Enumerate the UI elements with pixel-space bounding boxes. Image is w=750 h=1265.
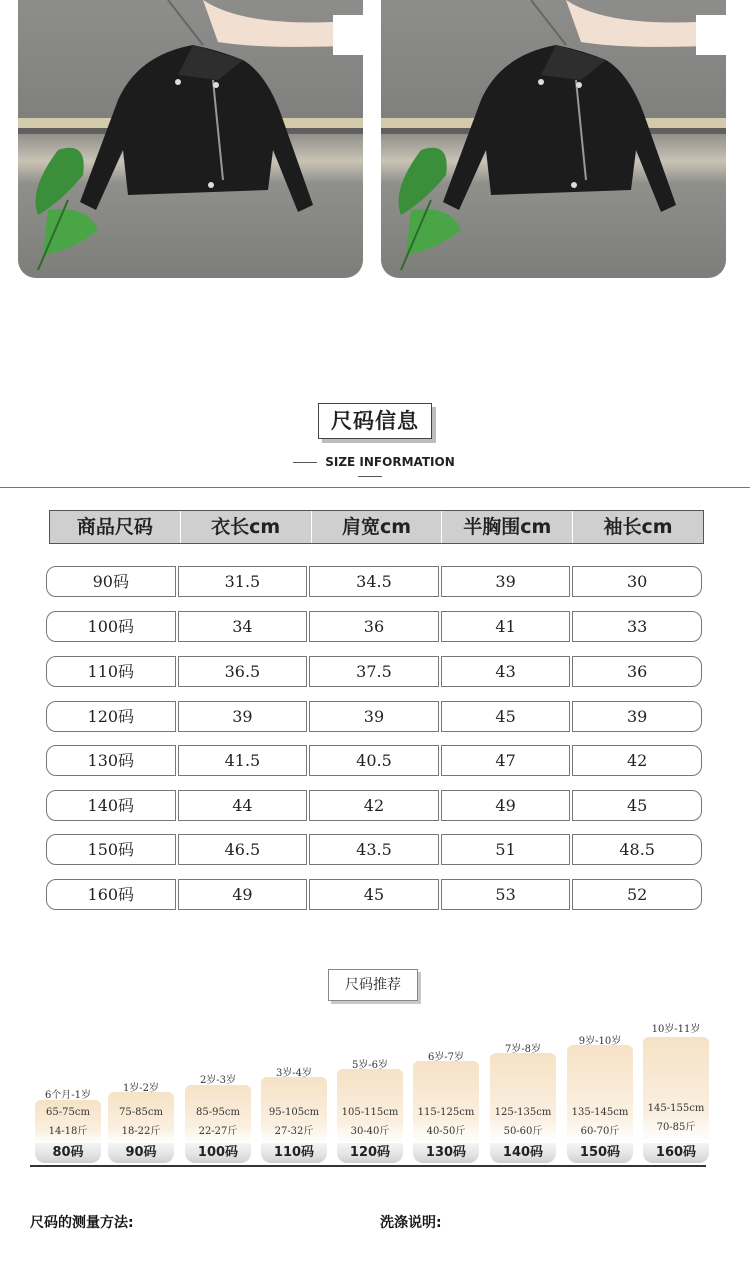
bar-size-code: 90码 [108,1143,174,1163]
measure-method-label: 尺码的测量方法: [30,1215,134,1231]
bar-height-range: 85-95cm [196,1107,240,1118]
bar-weight-range: 30-40斤 [350,1126,390,1137]
product-photo-right [381,0,726,278]
bar-size-code: 150码 [567,1143,633,1163]
bar-age-label: 10岁-11岁 [651,1024,701,1035]
bar-weight-range: 27-32斤 [274,1126,314,1137]
bar-height-range: 115-125cm [417,1107,475,1118]
shoulder-cell: 40.5 [309,745,439,776]
size-recommend-title: 尺码推荐 [328,969,418,1001]
bar-size-code: 130码 [413,1143,479,1163]
recommend-baseline [30,1165,706,1167]
header-length: 衣长cm [180,511,311,543]
sleeve-cell: 42 [572,745,702,776]
table-row [46,611,702,642]
shoulder-cell: 42 [309,790,439,821]
bar-weight-range: 70-85斤 [656,1122,696,1133]
subtitle-right-dash [358,476,382,477]
bar-weight-range: 50-60斤 [503,1126,543,1137]
sleeve-cell: 30 [572,566,702,597]
header-size: 商品尺码 [76,516,153,538]
bar-weight-range: 18-22斤 [121,1126,161,1137]
bar-age-label: 7岁-8岁 [504,1044,542,1055]
table-row [46,879,702,910]
bar-height-range: 65-75cm [46,1107,90,1118]
sleeve-cell: 39 [572,701,702,732]
shoulder-cell: 45 [309,879,439,910]
product-photo-left [18,0,363,278]
bar-size-code: 160码 [643,1143,709,1163]
table-row [46,701,702,732]
size-cell: 100码 [46,611,176,642]
bar-weight-range: 22-27斤 [198,1126,238,1137]
bar-age-label: 1岁-2岁 [122,1083,160,1094]
shoulder-cell: 37.5 [309,656,439,687]
subtitle-left-dash [293,462,317,463]
size-cell: 120码 [46,701,176,732]
subtitle-text: SIZE INFORMATION [325,455,455,469]
chest-cell: 51 [441,834,571,865]
bar-height-range: 135-145cm [571,1107,629,1118]
bar-weight-range: 60-70斤 [580,1126,620,1137]
bar-height-range: 125-135cm [494,1107,552,1118]
size-cell: 140码 [46,790,176,821]
size-cell: 130码 [46,745,176,776]
section-divider [0,487,750,488]
header-shoulder: 肩宽cm [311,511,442,543]
length-cell: 46.5 [178,834,308,865]
sleeve-cell: 33 [572,611,702,642]
chest-cell: 53 [441,879,571,910]
bar-age-label: 3岁-4岁 [275,1068,313,1079]
bar-height-range: 145-155cm [647,1103,705,1114]
wash-instructions-label: 洗涤说明: [380,1215,442,1231]
bar-size-code: 120码 [337,1143,403,1163]
size-cell: 90码 [46,566,176,597]
chest-cell: 39 [441,566,571,597]
length-cell: 41.5 [178,745,308,776]
length-cell: 49 [178,879,308,910]
bar-age-label: 6个月-1岁 [44,1090,92,1101]
chest-cell: 49 [441,790,571,821]
table-row [46,745,702,776]
shoulder-cell: 36 [309,611,439,642]
sleeve-cell: 48.5 [572,834,702,865]
bar-age-label: 9岁-10岁 [578,1036,622,1047]
chest-cell: 41 [441,611,571,642]
shoulder-cell: 43.5 [309,834,439,865]
length-cell: 39 [178,701,308,732]
length-cell: 34 [178,611,308,642]
bar-size-code: 100码 [185,1143,251,1163]
bar-size-code: 110码 [261,1143,327,1163]
sleeve-cell: 52 [572,879,702,910]
size-info-title: 尺码信息 [318,403,432,439]
shoulder-cell: 39 [309,701,439,732]
bar-weight-range: 14-18斤 [48,1126,88,1137]
header-half-chest: 半胸围cm [441,511,572,543]
bar-height-range: 95-105cm [268,1107,320,1118]
bar-size-code: 80码 [35,1143,101,1163]
length-cell: 44 [178,790,308,821]
sleeve-cell: 45 [572,790,702,821]
size-cell: 160码 [46,879,176,910]
table-row [46,790,702,821]
header-sleeve: 袖长cm [572,511,703,543]
length-cell: 31.5 [178,566,308,597]
length-cell: 36.5 [178,656,308,687]
size-info-subtitle [275,455,465,483]
size-cell: 150码 [46,834,176,865]
bar-height-range: 75-85cm [119,1107,163,1118]
bar-age-label: 5岁-6岁 [351,1060,389,1071]
sleeve-cell: 36 [572,656,702,687]
chest-cell: 43 [441,656,571,687]
table-row [46,834,702,865]
shoulder-cell: 34.5 [309,566,439,597]
bar-age-label: 6岁-7岁 [427,1052,465,1063]
table-row [46,566,702,597]
bar-age-label: 2岁-3岁 [199,1075,237,1086]
bar-weight-range: 40-50斤 [426,1126,466,1137]
size-table-header [49,510,704,544]
bar-height-range: 105-115cm [341,1107,399,1118]
chest-cell: 45 [441,701,571,732]
size-cell: 110码 [46,656,176,687]
bar-size-code: 140码 [490,1143,556,1163]
table-row [46,656,702,687]
chest-cell: 47 [441,745,571,776]
